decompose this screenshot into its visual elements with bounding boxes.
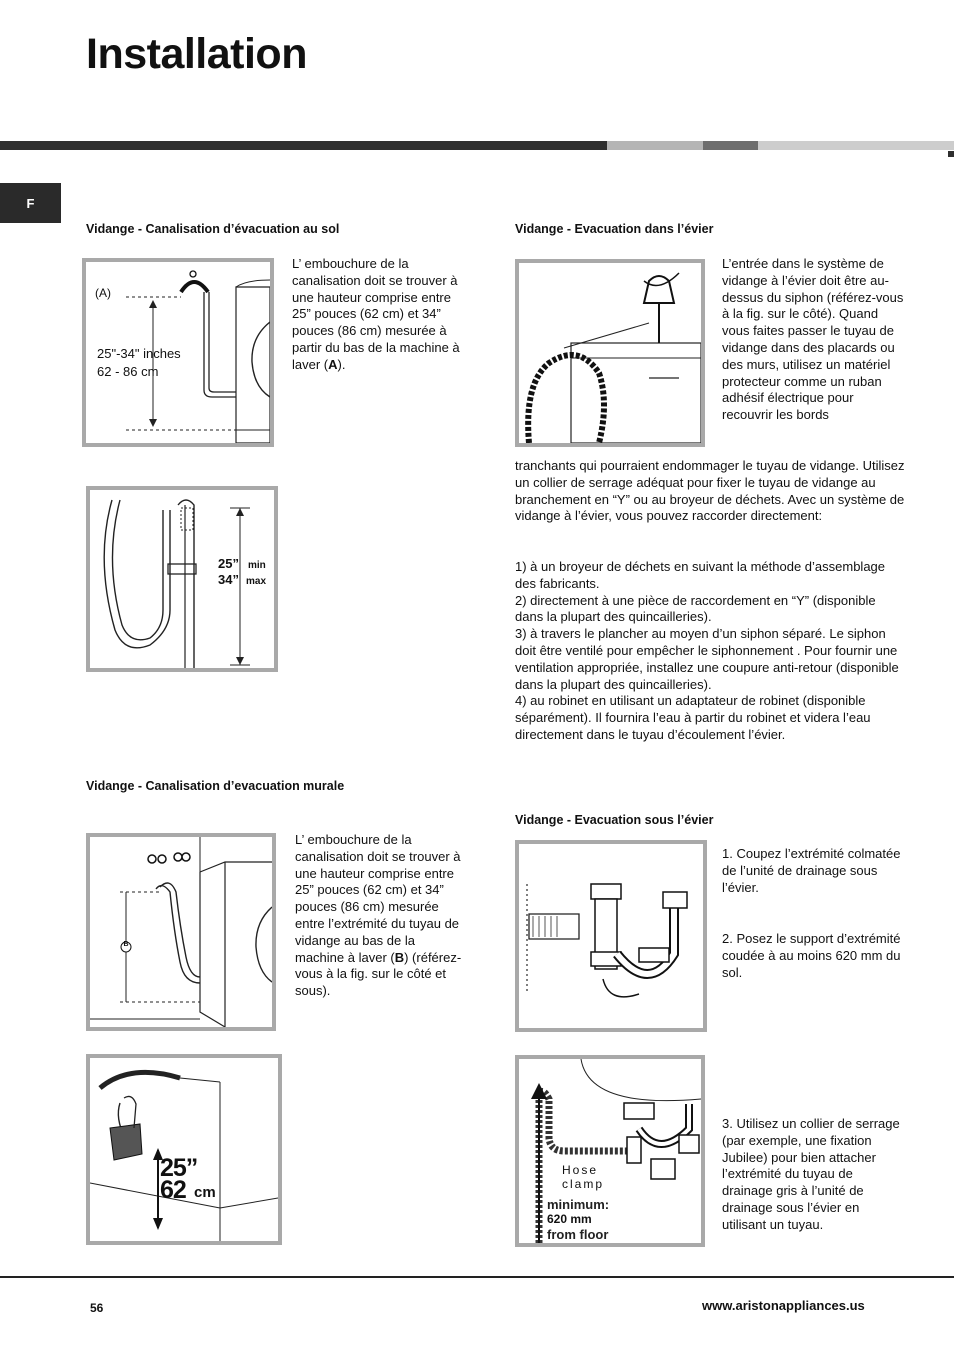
- label-minimum: minimum:: [547, 1197, 610, 1212]
- website-link[interactable]: www.aristonappliances.us: [702, 1298, 865, 1313]
- header-bar-mid: [703, 141, 758, 150]
- wall-drain-text-body: L’ embouchure de la canalisation doit se trouver à une hauteur comprise entre 25” pouces (62 cm) et 34” pouces (86 cm) mesurée entre l’extrémité du tuyau de vidange au bas de la machine à laver (: [295, 832, 461, 965]
- list-item: 2) directement à une pièce de raccordement en “Y” (disponible dans la plupart des quincailleries).: [515, 592, 876, 625]
- label-a: (A): [95, 286, 111, 300]
- floor-drain-heading: Vidange - Canalisation d’évacuation au sol: [86, 222, 340, 236]
- floor-drain-text-end: ).: [337, 356, 346, 372]
- label-cm-big: cm: [194, 1184, 216, 1201]
- under-sink-step1: 1. Coupez l’extrémité colmatée de l’unité de drainage sous l’évier.: [722, 846, 901, 895]
- wall-drain-text: [295, 832, 467, 1000]
- wall-drain-text-end: ) (référez-vous à la fig. sur le côté et sous).: [295, 949, 462, 999]
- label-max: max: [246, 576, 267, 587]
- label-620mm: 620 mm: [547, 1212, 592, 1226]
- language-tab: F: [0, 183, 61, 223]
- label-cm: 62 - 86 cm: [97, 364, 159, 379]
- label-inches: 25"-34" inches: [97, 346, 181, 361]
- header-bar-light: [607, 141, 703, 150]
- under-sink-heading: Vidange - Evacuation sous l’évier: [515, 813, 714, 827]
- wall-drain-ref-b: B: [394, 949, 405, 965]
- label-25-big: 25”: [160, 1154, 198, 1182]
- label-hose: Hose: [562, 1163, 599, 1177]
- under-sink-figure: [515, 840, 707, 1032]
- hose-clamp-figure: [515, 1055, 705, 1247]
- label-b: B: [123, 941, 129, 948]
- sink-drain-figure: [515, 259, 705, 447]
- wall-drain-figure-2: [86, 1054, 282, 1245]
- page-number: 56: [90, 1301, 104, 1315]
- wall-drain-figure: [86, 833, 276, 1031]
- label-min: min: [248, 560, 266, 571]
- sink-drain-continued: tranchants qui pourraient endommager le tuyau de vidange. Utilisez un collier de serrage adéquat pour fixer le tuyau de vidange au branchement en “Y” ou au broyeur de déchets. Avec un système de vidange à l’évier, vous pouvez raccorder directement:: [515, 458, 905, 524]
- sink-drain-intro: L’entrée dans le système de vidange à l’évier doit être au-dessus du siphon (référez-vous à la fig. sur le côté). Quand vous faites passer le tuyau de vidange dans des placards ou des murs, utilisez un matériel protecteur comme un ruban adhésif électrique pour recouvrir les bords: [722, 256, 904, 423]
- label-34: 34”: [218, 572, 239, 587]
- under-sink-step3: 3. Utilisez un collier de serrage (par exemple, une fixation Jubilee) pour bien attacher l’extrémité du tuyau de drainage gris à l’unité de drainage sous l’évier en utilisant un tuyau.: [722, 1116, 900, 1232]
- floor-drain-ref-a: A: [328, 356, 338, 372]
- label-from-floor: from floor: [547, 1227, 609, 1242]
- list-item: 4) au robinet en utilisant un adaptateur de robinet (disponible séparément). Il fournira l’eau à partir du robinet et videra l’eau directement dans le tuyau d’écoulement l’évier.: [515, 693, 871, 742]
- page-title: Installation: [86, 30, 307, 78]
- under-sink-step2: 2. Posez le support d’extrémité coudée à au moins 620 mm du sol.: [722, 931, 901, 980]
- header-bar-end-mark: [948, 151, 954, 157]
- floor-drain-text-body: L’ embouchure de la canalisation doit se trouver à une hauteur comprise entre 25” pouces (62 cm) et 34” pouces (86 cm) mesurée à partir du bas de la machine à laver (: [292, 256, 460, 372]
- header-bar-light-2: [758, 141, 954, 150]
- floor-drain-text: [292, 256, 470, 374]
- header-bar-dark: [0, 141, 607, 150]
- label-25: 25”: [218, 556, 239, 571]
- sink-drain-heading: Vidange - Evacuation dans l’évier: [515, 222, 714, 236]
- floor-drain-figure: [82, 258, 274, 447]
- floor-drain-figure-2: [86, 486, 278, 672]
- label-clamp: clamp: [562, 1177, 605, 1191]
- label-62-big: 62: [160, 1176, 186, 1204]
- list-item: 3) à travers le plancher au moyen d’un siphon séparé. Le siphon doit être ventilé pour empêcher le siphonnement . Pour fournir une ventilation appropriée, installez une coupure anti-retour (disponible dans la plupart des quincailleries).: [515, 626, 899, 692]
- wall-drain-heading: Vidange - Canalisation d’evacuation murale: [86, 779, 345, 793]
- list-item: 1) à un broyeur de déchets en suivant la méthode d’assemblage des fabricants.: [515, 559, 886, 591]
- sink-drain-list: [515, 559, 907, 744]
- footer-rule: [0, 1276, 954, 1278]
